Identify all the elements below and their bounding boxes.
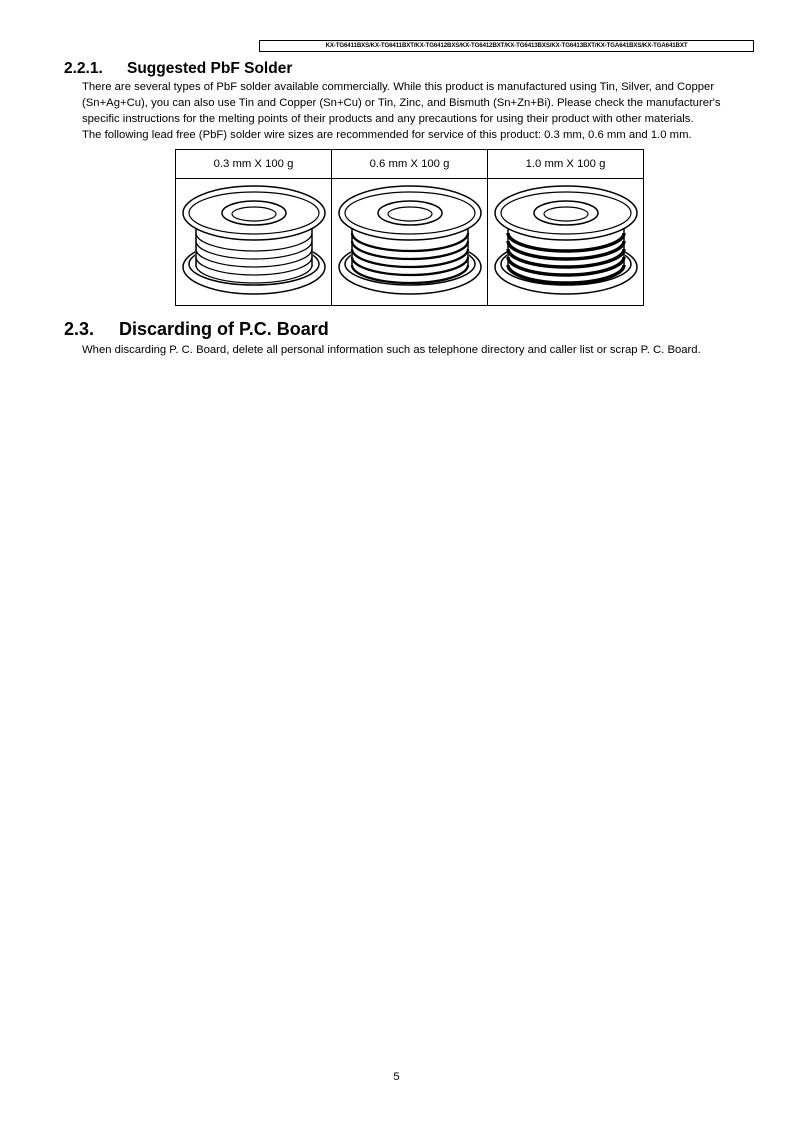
thick-solder-spool-icon [491, 185, 641, 299]
solder-wire-size-table [175, 149, 644, 306]
page-number: 5 [393, 1071, 400, 1083]
section-title: Suggested PbF Solder [127, 60, 293, 77]
discard-paragraph: When discarding P. C. Board, delete all personal information such as telephone directory and caller list or scrap P. C. Board. [82, 344, 701, 356]
table-image-cell [488, 179, 644, 306]
solder-paragraph-2: The following lead free (PbF) solder wire sizes are recommended for service of this product: 0.3 mm, 0.6 mm and 1.0 mm. [82, 129, 692, 141]
section-heading-2-2-1 [64, 60, 292, 78]
table-header-cell: 0.6 mm X 100 g [332, 150, 488, 179]
section-title: Discarding of P.C. Board [119, 319, 329, 339]
table-image-cell [332, 179, 488, 306]
thin-solder-spool-icon [179, 185, 329, 299]
table-image-row [176, 179, 644, 306]
section-number: 2.2.1. [64, 60, 103, 77]
table-header-cell: 1.0 mm X 100 g [488, 150, 644, 179]
table-header-cell: 0.3 mm X 100 g [176, 150, 332, 179]
model-numbers-header: KX-TG6411BXS/KX-TG6411BXT/KX-TG6412BXS/KX-TG6412BXT/KX-TG6413BXS/KX-TG6413BXT/KX-TGA641BXS/KX-TGA641BXT [259, 40, 754, 52]
discard-instructions [82, 342, 758, 358]
solder-description [82, 79, 758, 143]
medium-solder-spool-icon [335, 185, 485, 299]
table-header-row [176, 150, 644, 179]
section-heading-2-3 [64, 319, 329, 340]
table-image-cell [176, 179, 332, 306]
section-number: 2.3. [64, 319, 95, 339]
solder-paragraph-1: There are several types of PbF solder available commercially. While this product is manufactured using Tin, Silver, and Copper (Sn+Ag+Cu), you can also use Tin and Copper (Sn+Cu) or Tin, Zinc, and Bismuth (Sn+Zn+Bi). Please check the manufacturer's specific instructions for the melting points of their products and any precautions for using their product with other materials. [82, 81, 721, 125]
